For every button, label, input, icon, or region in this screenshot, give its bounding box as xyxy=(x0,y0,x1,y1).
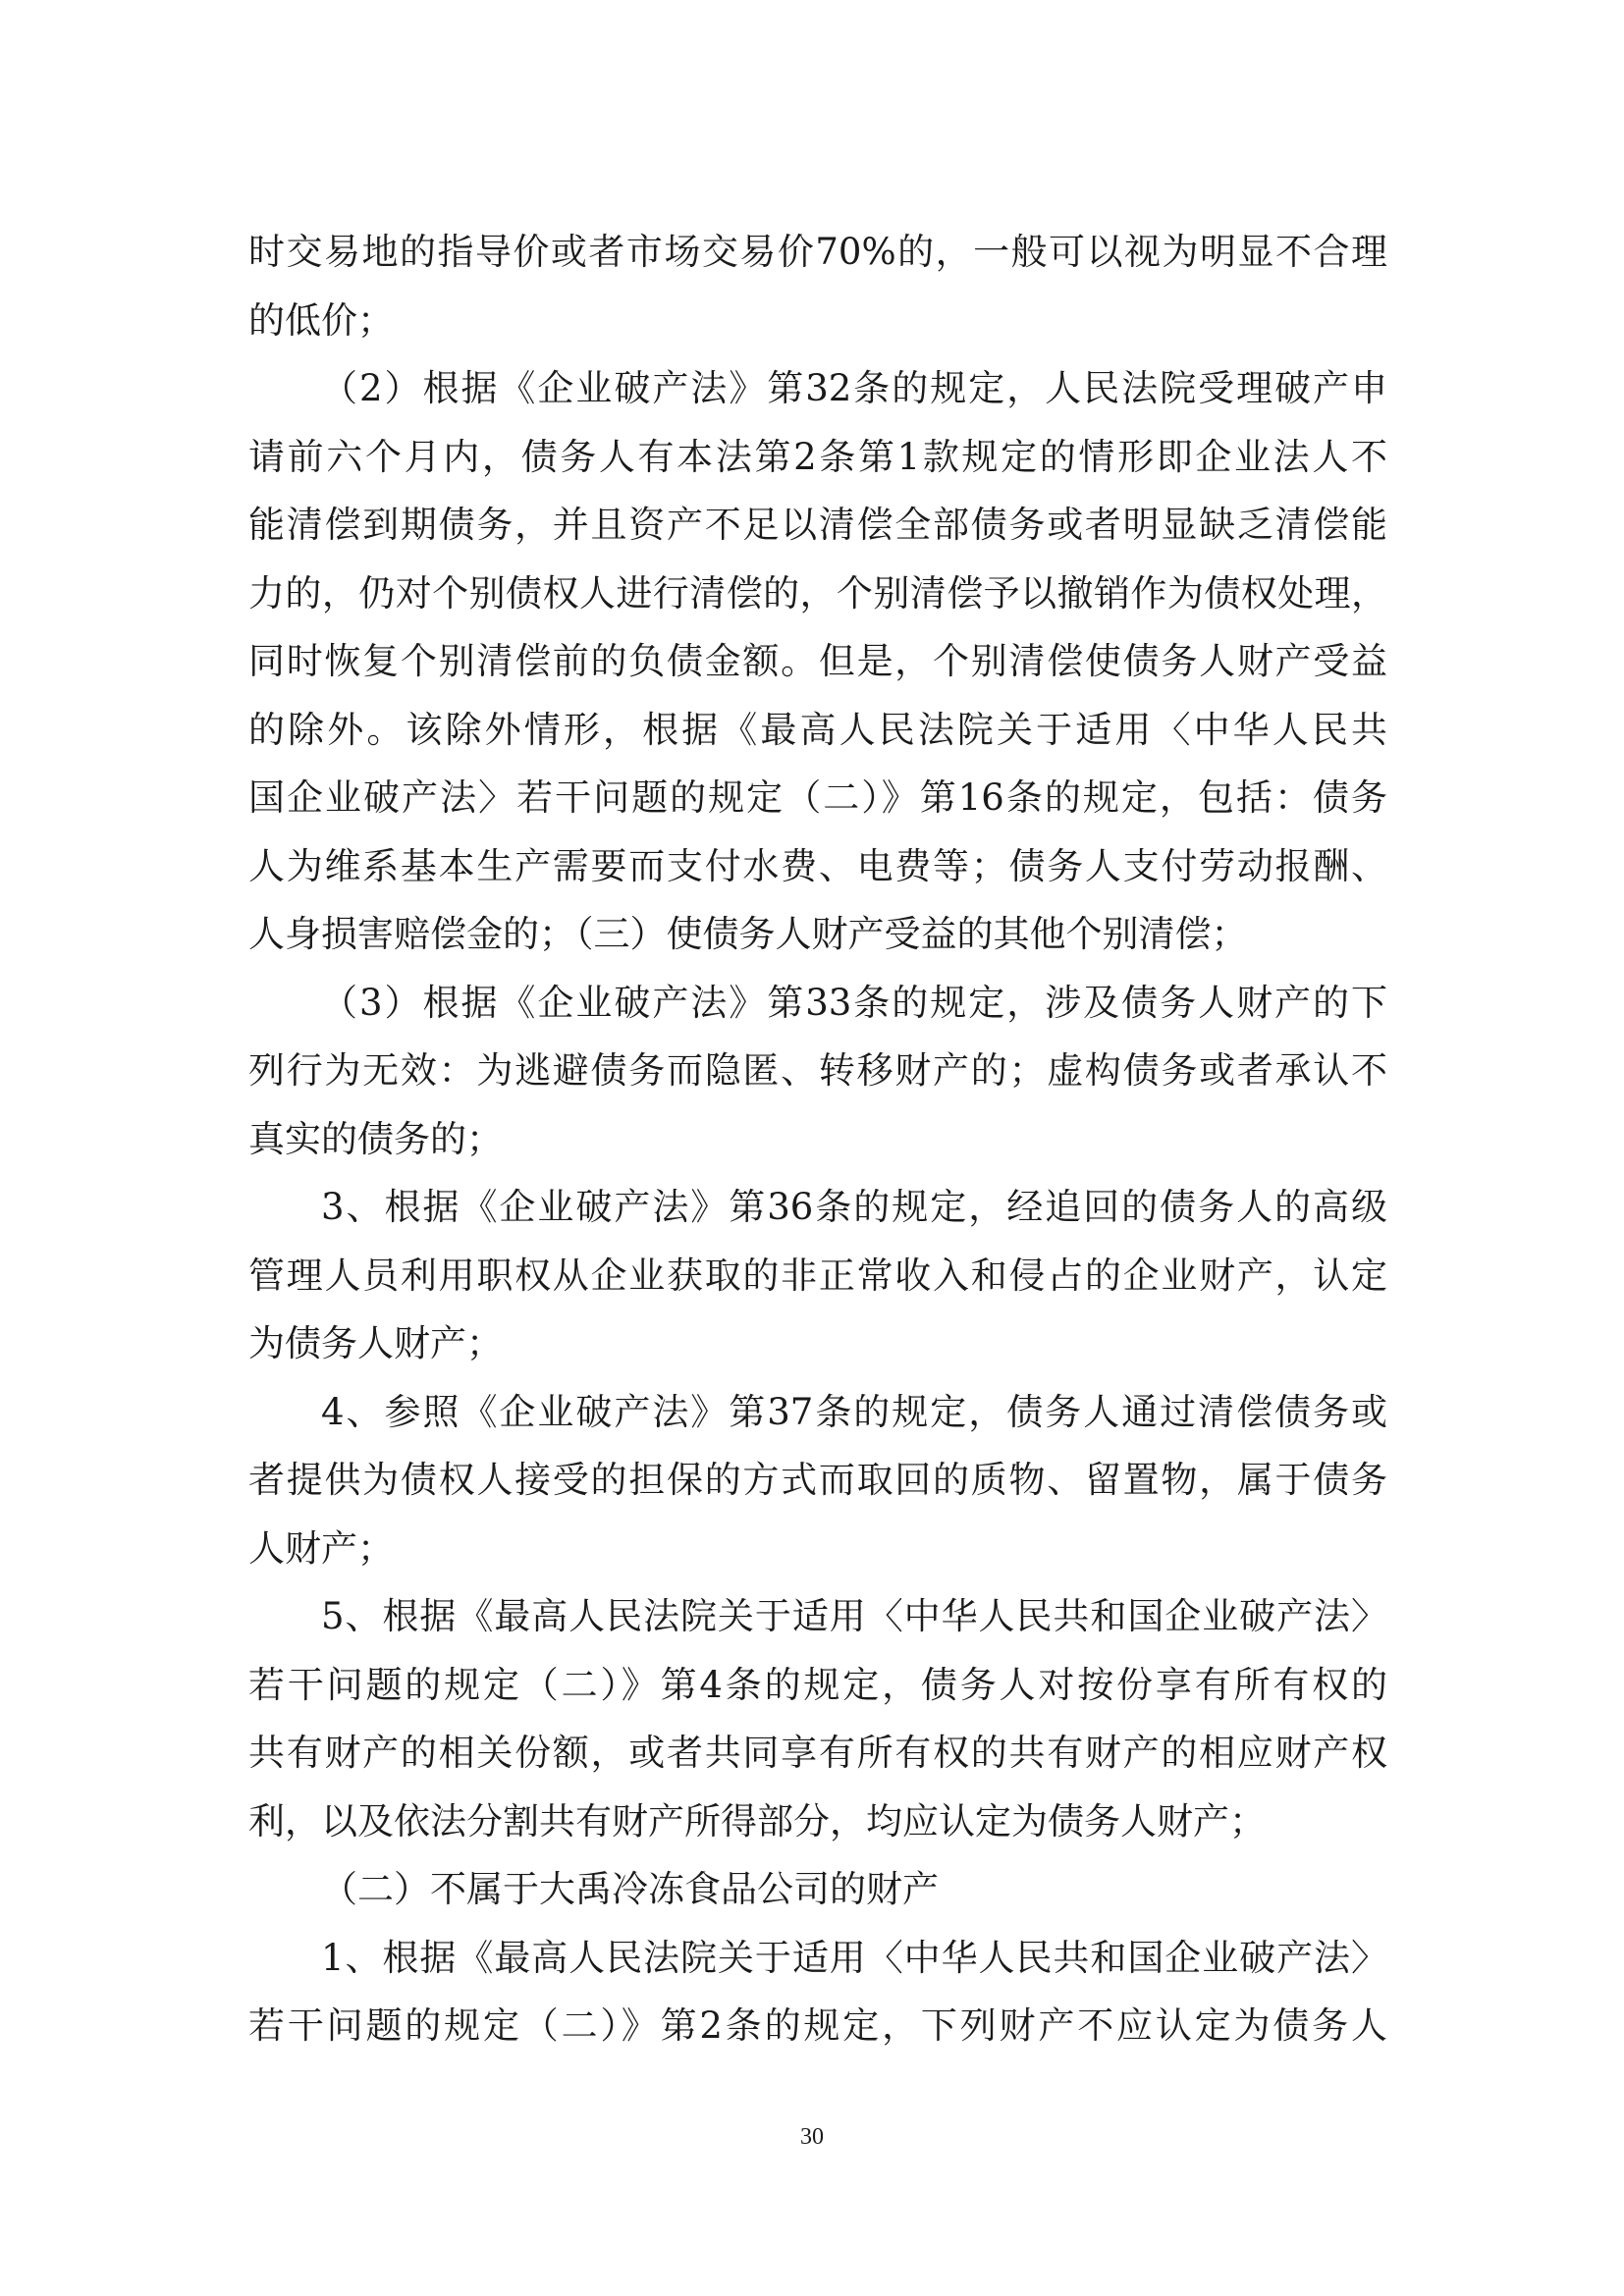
text-line: 请前六个月内，债务人有本法第2条第1款规定的情形即企业法人不 xyxy=(248,436,1387,478)
text-line: 人为维系基本生产需要而支付水费、电费等；债务人支付劳动报酬、 xyxy=(248,845,1387,887)
text-line: 的低价； xyxy=(248,299,394,342)
text-line: 1、根据《最高人民法院关于适用〈中华人民共和国企业破产法〉 xyxy=(321,1937,1387,1979)
text-line: 4、参照《企业破产法》第37条的规定，债务人通过清偿债务或 xyxy=(321,1391,1387,1433)
text-line: 管理人员利用职权从企业获取的非正常收入和侵占的企业财产，认定 xyxy=(248,1255,1387,1297)
page-number: 30 xyxy=(800,2124,824,2150)
text-line: 人财产； xyxy=(248,1527,394,1570)
text-line: （二）不属于大禹冷冻食品公司的财产 xyxy=(321,1868,939,1910)
text-line: 能清偿到期债务，并且资产不足以清偿全部债务或者明显缺乏清偿能 xyxy=(248,504,1387,546)
text-line: 若干问题的规定（二）》第2条的规定，下列财产不应认定为债务人 xyxy=(248,2004,1387,2047)
text-line: 列行为无效：为逃避债务而隐匿、转移财产的；虚构债务或者承认不 xyxy=(248,1049,1387,1092)
text-line: 力的，仍对个别债权人进行清偿的，个别清偿予以撤销作为债权处理， xyxy=(248,572,1387,614)
text-line: 真实的债务的； xyxy=(248,1118,503,1160)
text-line: 3、根据《企业破产法》第36条的规定，经追回的债务人的高级 xyxy=(321,1186,1387,1228)
text-line: 人身损害赔偿金的；（三）使债务人财产受益的其他个别清偿； xyxy=(248,913,1248,955)
text-line: 国企业破产法〉若干问题的规定（二）》第16条的规定，包括：债务 xyxy=(248,776,1387,819)
text-line: （3）根据《企业破产法》第33条的规定，涉及债务人财产的下 xyxy=(321,982,1387,1024)
text-line: 若干问题的规定（二）》第4条的规定，债务人对按份享有所有权的 xyxy=(248,1664,1387,1706)
text-line: 共有财产的相关份额，或者共同享有所有权的共有财产的相应财产权 xyxy=(248,1732,1387,1774)
text-line: 5、根据《最高人民法院关于适用〈中华人民共和国企业破产法〉 xyxy=(321,1595,1387,1637)
text-line: 同时恢复个别清偿前的负债金额。但是，个别清偿使债务人财产受益 xyxy=(248,640,1387,682)
text-line: 时交易地的指导价或者市场交易价70%的，一般可以视为明显不合理 xyxy=(248,231,1387,273)
text-line: 者提供为债权人接受的担保的方式而取回的质物、留置物，属于债务 xyxy=(248,1459,1387,1501)
text-line: 为债务人财产； xyxy=(248,1322,503,1364)
text-line: 的除外。该除外情形，根据《最高人民法院关于适用〈中华人民共 xyxy=(248,709,1387,751)
text-line: （2）根据《企业破产法》第32条的规定，人民法院受理破产申 xyxy=(321,367,1387,409)
text-line: 利，以及依法分割共有财产所得部分，均应认定为债务人财产； xyxy=(248,1800,1266,1842)
